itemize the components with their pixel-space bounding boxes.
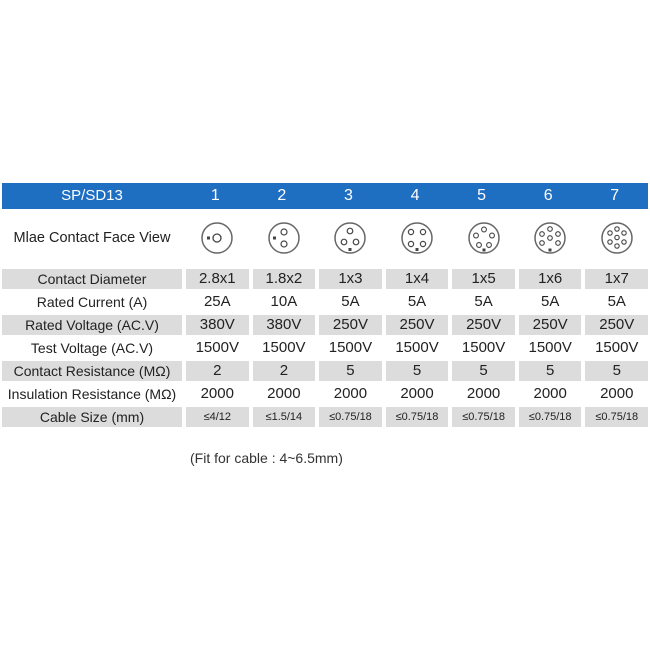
table-cell: 250V: [519, 315, 582, 335]
pin-count-header: 7: [610, 187, 620, 204]
table-cell: ≤0.75/18: [386, 407, 449, 427]
table-cell: 5: [585, 361, 648, 381]
table-cell: ≤0.75/18: [452, 407, 515, 427]
table-cell: 250V: [452, 315, 515, 335]
table-cell: 380V: [253, 315, 316, 335]
table-cell: 2000: [533, 385, 567, 402]
table-cell: 2000: [400, 385, 434, 402]
table-cell: 10A: [270, 293, 298, 310]
pin-face-6-icon: [532, 220, 568, 256]
table-cell: 1x5: [452, 269, 515, 289]
table-cell: 2000: [200, 385, 234, 402]
table-cell: 2000: [600, 385, 634, 402]
pin-face-3-icon: [332, 220, 368, 256]
pin-count-header: 2: [277, 187, 287, 204]
face-view-row: [2, 209, 648, 267]
pin-count-header: 5: [477, 187, 487, 204]
table-cell: ≤0.75/18: [585, 407, 648, 427]
table-cell: 250V: [585, 315, 648, 335]
table-cell: 250V: [386, 315, 449, 335]
table-cell: 5A: [474, 293, 493, 310]
table-cell: 250V: [319, 315, 382, 335]
table-cell: 5: [386, 361, 449, 381]
table-cell: 1500V: [262, 339, 306, 356]
table-cell: 2: [186, 361, 249, 381]
spec-table: [2, 183, 648, 430]
table-cell: 5A: [407, 293, 427, 310]
table-row: [2, 315, 648, 335]
table-row: [2, 407, 648, 427]
row-label: Rated Current (A): [36, 294, 148, 310]
table-cell: 5: [519, 361, 582, 381]
table-cell: 380V: [186, 315, 249, 335]
table-cell: 1500V: [195, 339, 239, 356]
pin-face-1-icon: [199, 220, 235, 256]
table-cell: 2: [253, 361, 316, 381]
table-row: [2, 361, 648, 381]
table-row: [2, 338, 648, 358]
table-header-row: [2, 183, 648, 209]
table-cell: ≤4/12: [186, 407, 249, 427]
table-cell: 1.8x2: [253, 269, 316, 289]
table-cell: 1x7: [585, 269, 648, 289]
pin-face-4-icon: [399, 220, 435, 256]
table-row: [2, 384, 648, 404]
table-row: [2, 292, 648, 312]
table-cell: 25A: [203, 293, 231, 310]
table-cell: 1500V: [461, 339, 506, 356]
table-cell: 1x6: [519, 269, 582, 289]
pin-face-7-icon: [599, 220, 635, 256]
row-label: Insulation Resistance (MΩ): [7, 386, 177, 402]
row-label: Test Voltage (AC.V): [30, 340, 154, 356]
row-label: Rated Voltage (AC.V): [2, 315, 182, 335]
pin-count-header: 6: [543, 187, 553, 204]
table-cell: 2000: [333, 385, 368, 402]
table-cell: 1500V: [528, 339, 572, 356]
table-cell: 1x3: [319, 269, 382, 289]
row-label: Cable Size (mm): [2, 407, 182, 427]
pin-count-header: 1: [210, 187, 220, 204]
table-cell: ≤0.75/18: [319, 407, 382, 427]
row-label: Contact Resistance (MΩ): [2, 361, 182, 381]
table-cell: 2000: [267, 385, 301, 402]
table-cell: 1500V: [328, 339, 373, 356]
face-view-label: Mlae Contact Face View: [13, 230, 171, 246]
cable-fit-note: (Fit for cable : 4~6.5mm): [190, 450, 343, 466]
table-cell: ≤1.5/14: [253, 407, 316, 427]
table-cell: 5: [319, 361, 382, 381]
table-cell: 5A: [607, 293, 626, 310]
table-cell: 2000: [466, 385, 501, 402]
table-cell: 5A: [541, 293, 560, 310]
table-cell: 5A: [341, 293, 360, 310]
pin-face-2-icon: [266, 220, 302, 256]
table-cell: ≤0.75/18: [519, 407, 582, 427]
table-cell: 1x4: [386, 269, 449, 289]
table-cell: 5: [452, 361, 515, 381]
model-label: SP/SD13: [61, 187, 123, 204]
pin-count-header: 3: [343, 187, 353, 204]
pin-face-5-icon: [466, 220, 502, 256]
table-cell: 1500V: [395, 339, 439, 356]
table-cell: 1500V: [595, 339, 639, 356]
pin-count-header: 4: [410, 187, 420, 204]
table-cell: 2.8x1: [186, 269, 249, 289]
table-row: [2, 269, 648, 289]
row-label: Contact Diameter: [2, 269, 182, 289]
